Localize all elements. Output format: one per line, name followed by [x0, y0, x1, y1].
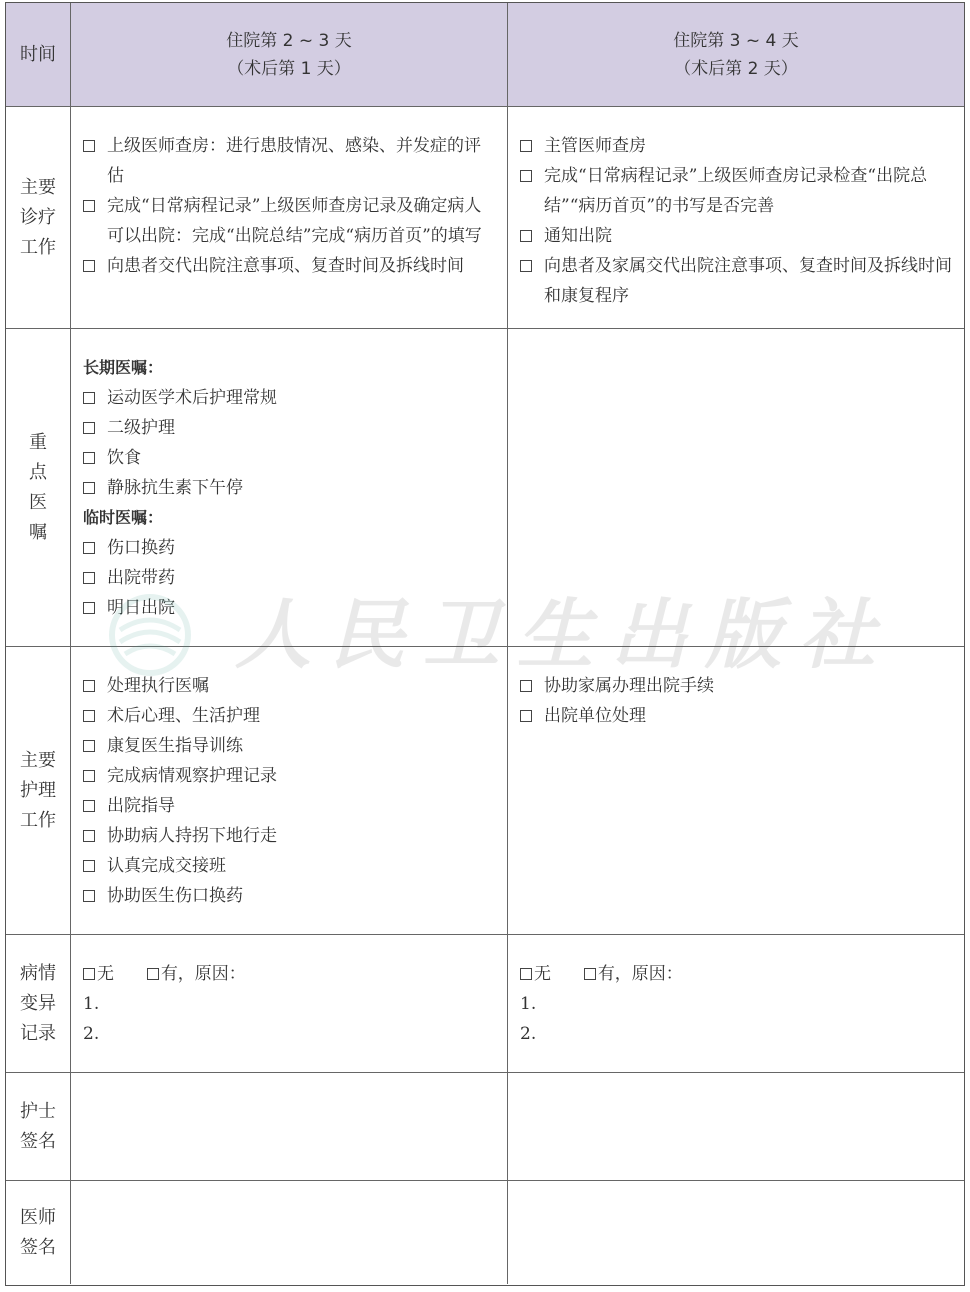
- checklist-item[interactable]: 认真完成交接班: [83, 851, 497, 881]
- doctor-signature-label: 医师 签名: [20, 1206, 56, 1258]
- nurse-signature-row: [6, 1073, 964, 1181]
- checkbox[interactable]: [83, 452, 95, 464]
- checkbox[interactable]: [83, 422, 95, 434]
- checkbox[interactable]: [520, 260, 532, 272]
- clinical-pathway-table: [5, 2, 965, 1286]
- checklist-item[interactable]: 出院指导: [83, 791, 497, 821]
- checklist-item[interactable]: 完成“日常病程记录”上级医师查房记录检查“出院总结”“病历首页”的书写是否完善: [520, 161, 954, 221]
- variation-col1: [71, 935, 508, 1072]
- day-3-4-title: 住院第 3 ~ 4 天: [673, 30, 799, 51]
- checklist-item[interactable]: 二级护理: [83, 413, 497, 443]
- doctor-signature-row: [6, 1181, 964, 1284]
- variation-options: [83, 959, 497, 989]
- variation-label-cell: [6, 935, 71, 1072]
- diagnosis-row: [6, 107, 964, 329]
- orders-row: [6, 329, 964, 647]
- checkbox[interactable]: [83, 392, 95, 404]
- temporary-orders-title: 临时医嘱：: [83, 508, 164, 527]
- checkbox[interactable]: [83, 680, 95, 692]
- checkbox[interactable]: [83, 260, 95, 272]
- checkbox[interactable]: [83, 572, 95, 584]
- variation-line-2: 2.: [520, 1024, 537, 1044]
- checklist-item[interactable]: 静脉抗生素下午停: [83, 473, 497, 503]
- checklist-item[interactable]: 术后心理、生活护理: [83, 701, 497, 731]
- watermark-text: 人民卫生出版社: [235, 590, 893, 679]
- day-2-3-subtitle: （术后第 1 天）: [227, 58, 351, 79]
- header-row: [6, 3, 964, 107]
- variation-label: 病情 变异 记录: [20, 962, 56, 1044]
- checkbox[interactable]: [83, 770, 95, 782]
- checkbox[interactable]: [83, 890, 95, 902]
- checklist-item[interactable]: 完成“日常病程记录”上级医师查房记录及确定病人可以出院：完成“出院总结”完成“病历首页”的填写: [83, 191, 497, 251]
- checkbox[interactable]: [520, 710, 532, 722]
- nursing-col2: [508, 647, 964, 934]
- nursing-label-cell: [6, 647, 71, 934]
- variation-line-1: 1.: [83, 994, 100, 1014]
- time-label: 时间: [20, 43, 56, 65]
- orders-col1: [71, 329, 508, 646]
- long-term-orders-title: 长期医嘱：: [83, 358, 164, 377]
- none-checkbox[interactable]: [520, 968, 532, 980]
- checklist-item[interactable]: 通知出院: [520, 221, 954, 251]
- doctor-signature-col2[interactable]: [508, 1181, 964, 1284]
- none-checkbox[interactable]: [83, 968, 95, 980]
- diagnosis-col1: [71, 107, 508, 328]
- has-label: 有，原因：: [597, 964, 683, 984]
- has-checkbox[interactable]: [584, 968, 596, 980]
- checkbox[interactable]: [520, 680, 532, 692]
- checkbox[interactable]: [520, 230, 532, 242]
- nurse-signature-label-cell: [6, 1073, 71, 1180]
- checklist-item[interactable]: 协助家属办理出院手续: [520, 671, 954, 701]
- checklist-item[interactable]: 伤口换药: [83, 533, 497, 563]
- checklist-item[interactable]: 主管医师查房: [520, 131, 954, 161]
- checklist-item[interactable]: 协助病人持拐下地行走: [83, 821, 497, 851]
- day-3-4-header-cell: [508, 3, 964, 106]
- checklist-item[interactable]: 康复医生指导训练: [83, 731, 497, 761]
- orders-label: 重 点 医 嘱: [29, 431, 47, 543]
- none-label: 无: [534, 964, 551, 984]
- time-header-cell: [6, 3, 71, 106]
- has-checkbox[interactable]: [147, 968, 159, 980]
- checkbox[interactable]: [83, 542, 95, 554]
- checkbox[interactable]: [83, 200, 95, 212]
- has-label: 有，原因：: [160, 964, 246, 984]
- nursing-row: [6, 647, 964, 935]
- day-3-4-subtitle: （术后第 2 天）: [674, 58, 798, 79]
- checklist-item[interactable]: 向患者交代出院注意事项、复查时间及拆线时间: [83, 251, 497, 281]
- diagnosis-col2: [508, 107, 964, 328]
- checkbox[interactable]: [83, 830, 95, 842]
- none-label: 无: [97, 964, 114, 984]
- checkbox[interactable]: [83, 740, 95, 752]
- checkbox[interactable]: [520, 140, 532, 152]
- day-2-3-header-cell: [71, 3, 508, 106]
- variation-col2: [508, 935, 964, 1072]
- checkbox[interactable]: [83, 800, 95, 812]
- doctor-signature-label-cell: [6, 1181, 71, 1284]
- checklist-item[interactable]: 明日出院: [83, 593, 497, 623]
- orders-label-cell: [6, 329, 71, 646]
- checklist-item[interactable]: 向患者及家属交代出院注意事项、复查时间及拆线时间和康复程序: [520, 251, 954, 311]
- checklist-item[interactable]: 协助医生伤口换药: [83, 881, 497, 911]
- checkbox[interactable]: [520, 170, 532, 182]
- checklist-item[interactable]: 饮食: [83, 443, 497, 473]
- checklist-item[interactable]: 出院单位处理: [520, 701, 954, 731]
- variation-line-1: 1.: [520, 994, 537, 1014]
- doctor-signature-col1[interactable]: [71, 1181, 508, 1284]
- diagnosis-label: 主要 诊疗 工作: [20, 176, 56, 258]
- nurse-signature-col1[interactable]: [71, 1073, 508, 1180]
- variation-line-2: 2.: [83, 1024, 100, 1044]
- variation-row: [6, 935, 964, 1073]
- checkbox[interactable]: [83, 482, 95, 494]
- variation-options: [520, 959, 954, 989]
- nurse-signature-label: 护士 签名: [20, 1100, 56, 1152]
- nurse-signature-col2[interactable]: [508, 1073, 964, 1180]
- checklist-item[interactable]: 出院带药: [83, 563, 497, 593]
- nursing-col1: [71, 647, 508, 934]
- checklist-item[interactable]: 运动医学术后护理常规: [83, 383, 497, 413]
- nursing-label: 主要 护理 工作: [20, 749, 56, 831]
- orders-col2: [508, 329, 964, 646]
- checkbox[interactable]: [83, 710, 95, 722]
- checkbox[interactable]: [83, 140, 95, 152]
- checkbox[interactable]: [83, 602, 95, 614]
- checklist-item[interactable]: 上级医师查房：进行患肢情况、感染、并发症的评估: [83, 131, 497, 191]
- day-2-3-title: 住院第 2 ~ 3 天: [226, 30, 352, 51]
- checklist-item[interactable]: 处理执行医嘱: [83, 671, 497, 701]
- checkbox[interactable]: [83, 860, 95, 872]
- diagnosis-label-cell: [6, 107, 71, 328]
- checklist-item[interactable]: 完成病情观察护理记录: [83, 761, 497, 791]
